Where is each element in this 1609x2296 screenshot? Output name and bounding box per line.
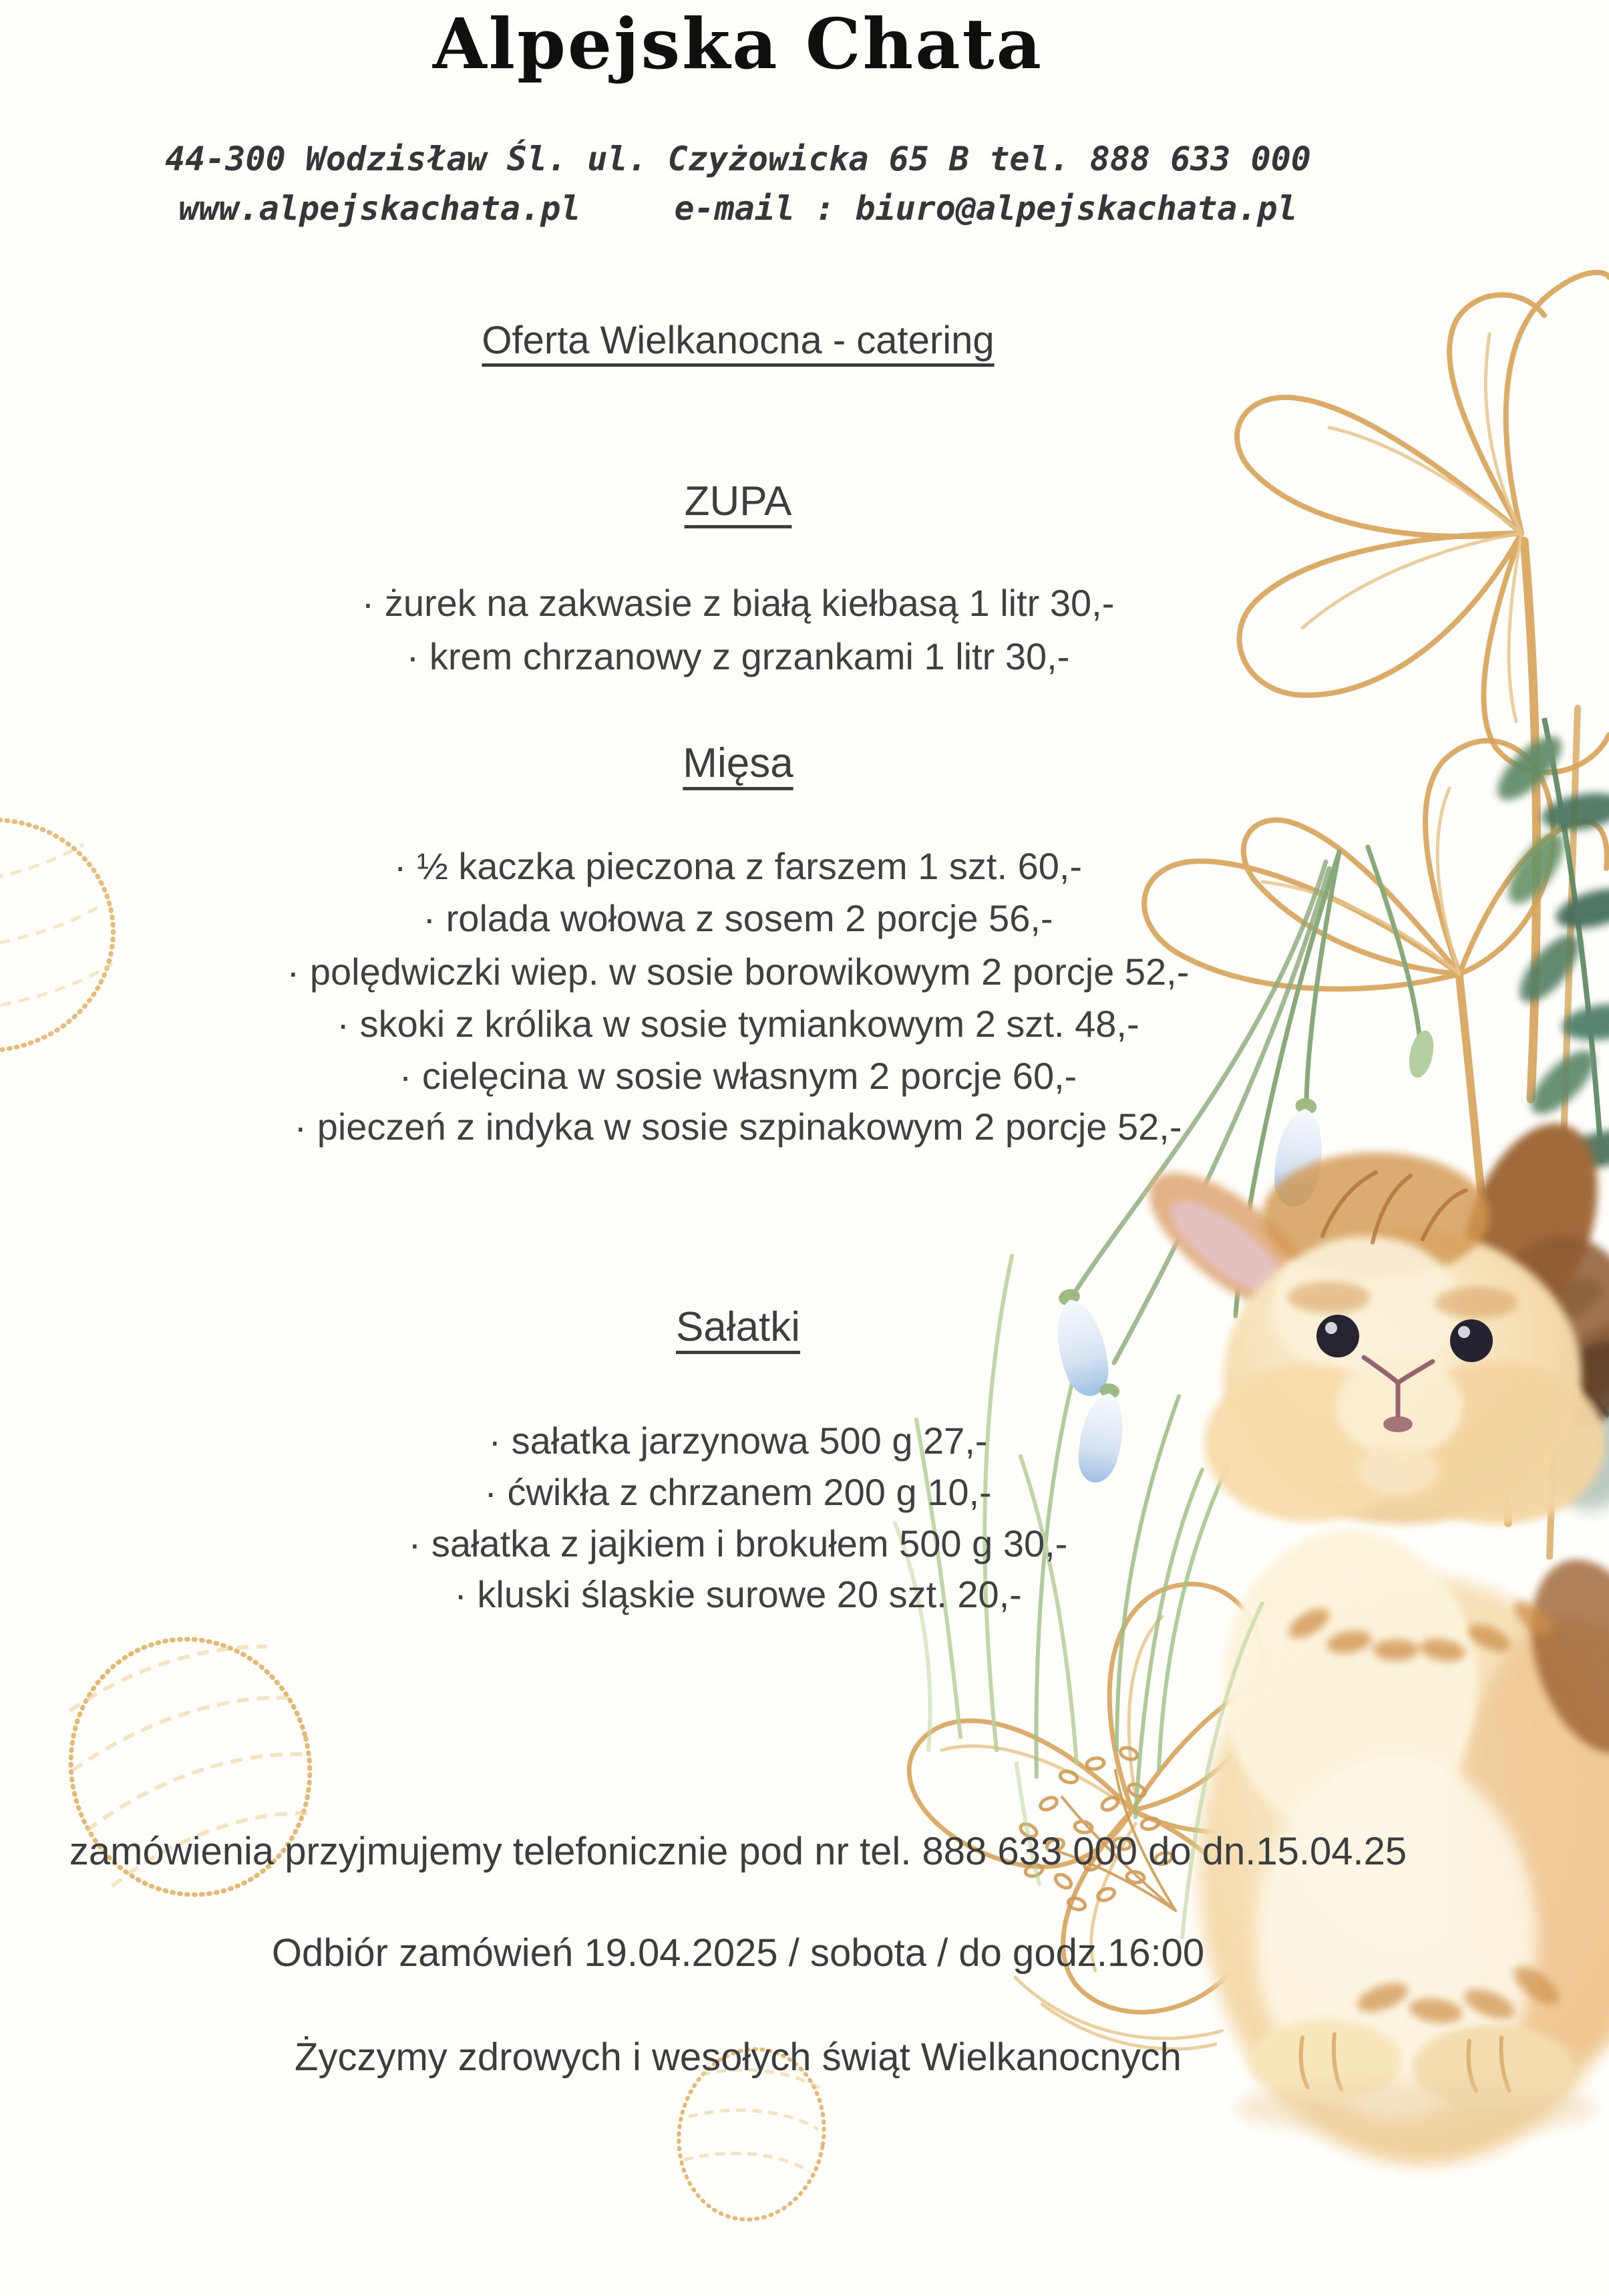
section-heading-miesa: Mięsa [683,740,793,786]
website-text: www.alpejskachata.pl [178,189,581,228]
restaurant-title: Alpejska Chata [432,3,1044,85]
menu-item: · ćwikła z chrzanem 200 g 10,- [484,1471,992,1513]
section-heading-zupa: ZUPA [684,478,792,524]
menu-item: · sałatka jarzynowa 500 g 27,- [488,1420,988,1462]
offer-title: Oferta Wielkanocna - catering [482,319,995,362]
menu-item: · pieczeń z indyka w sosie szpinakowym 2 porcje 52,- [294,1106,1182,1148]
address-line: 44-300 Wodzisław Śl. ul. Czyżowicka 65 B tel. 888 633 000 [165,140,1311,178]
menu-item: · krem chrzanowy z grzankami 1 litr 30,- [406,635,1070,677]
menu-item: · żurek na zakwasie z białą kiełbasą 1 litr 30,- [361,582,1115,624]
menu-item: · rolada wołowa z sosem 2 porcje 56,- [423,897,1053,939]
pickup-note: Odbiór zamówień 19.04.2025 / sobota / do godz.16:00 [271,1931,1205,1975]
menu-item: · polędwiczki wiep. w sosie borowikowym 2 porcje 52,- [287,951,1190,993]
easter-wishes: Życzymy zdrowych i wesołych świąt Wielkanocnych [295,2035,1182,2079]
contact-line [0,190,1476,227]
section-heading-salatki: Sałatki [675,1304,801,1350]
menu-item: · sałatka z jajkiem i brokułem 500 g 30,- [408,1522,1068,1565]
menu-item: · cielęcina w sosie własnym 2 porcje 60,- [399,1055,1077,1097]
menu-item: · kluski śląskie surowe 20 szt. 20,- [454,1573,1022,1615]
orders-note: zamówienia przyjmujemy telefonicznie pod nr tel. 888 633 000 do dn.15.04.25 [69,1830,1407,1873]
email-text: e-mail : biuro@alpejskachata.pl [674,189,1298,228]
menu-item: · skoki z królika w sosie tymiankowym 2 szt. 48,- [337,1003,1139,1045]
menu-item: · ½ kaczka pieczona z farszem 1 szt. 60,- [393,845,1083,887]
